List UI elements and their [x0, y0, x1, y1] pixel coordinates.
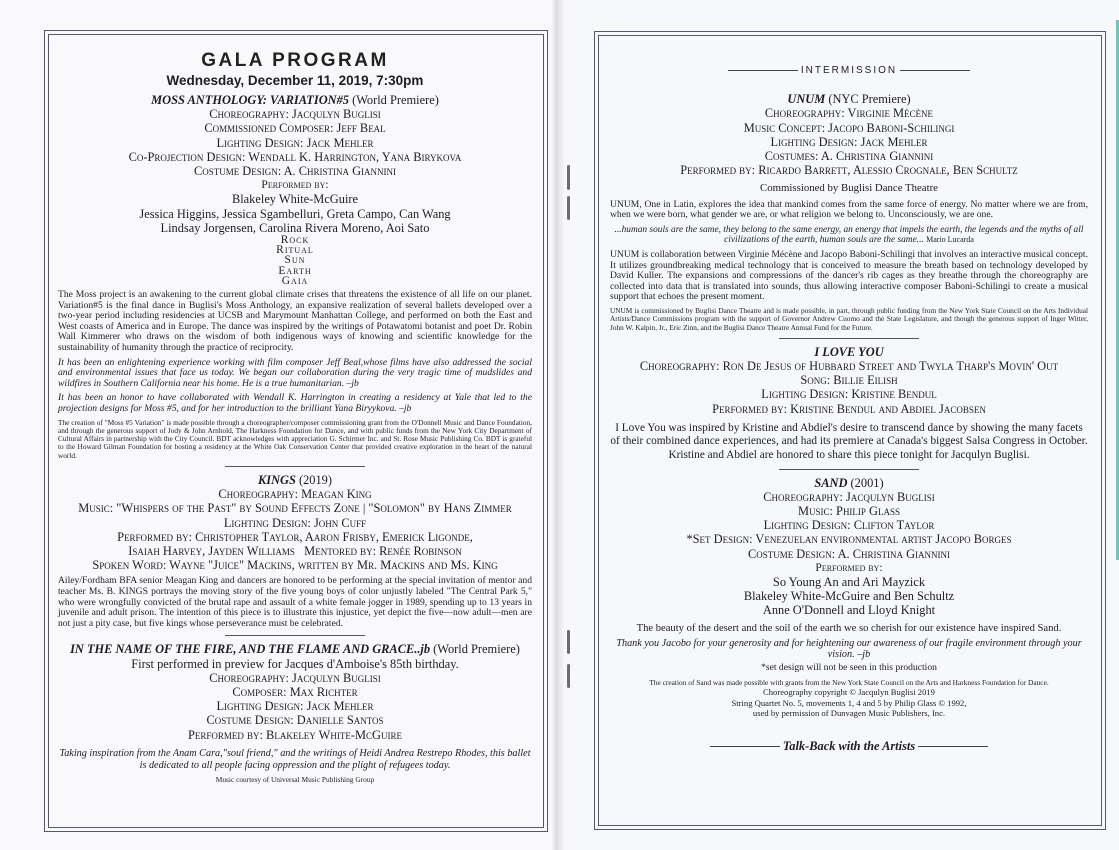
dash-rule: [710, 746, 780, 747]
sand-credit: *Set Design: Venezuelan environmental artist Jacopo Borges: [686, 532, 1012, 547]
sand-quote: Thank you Jacobo for your generosity and for heightening our awareness of our fragile environment through your vision. –jb: [616, 637, 1082, 661]
section-divider: [779, 338, 919, 339]
love-title: I LOVE YOU: [814, 344, 884, 359]
moss-quote: It has been an honor to have collaborated with Wendall K. Harrington in creating a residency at Yale that led to the projection designs for Moss #5, and for her introduction to the brilliant Yana Biryykova. –jb: [58, 392, 532, 414]
sand-performed-by: Performed by:: [815, 561, 883, 574]
dash-rule: [900, 70, 970, 71]
sand-credit: Choreography: Jacqulyn Buglisi: [763, 489, 935, 504]
moss-section: Rock: [280, 234, 310, 247]
talkback-banner: [610, 739, 1088, 753]
moss-performers: Jessica Higgins, Jessica Sgambelluri, Greta Campo, Can Wang: [139, 206, 451, 221]
kings-credit: Music: "Whispers of the Past" by Sound Effects Zone | "Solomon" by Hans Zimmer: [78, 501, 512, 516]
kings-credit: Isaiah Harvey, Jayden Williams Mentored by: Renée Robinson: [128, 544, 462, 559]
program-date: Wednesday, December 11, 2019, 7:30pm: [166, 73, 424, 88]
moss-performed-by: Performed by:: [261, 179, 329, 192]
unum-credit: Music Concept: Jacopo Baboni-Schilingi: [743, 120, 955, 135]
moss-section: Ritual: [276, 244, 314, 257]
sand-fine-print: The creation of Sand was made possible with grants from the New York State Council on the Arts and Harkness Foundation for Dance.: [649, 678, 1049, 688]
sand-music-license: String Quartet No. 5, movements 1, 4 and 5 by Philip Glass © 1992,: [731, 697, 967, 708]
unum-commission: Commissioned by Buglisi Dance Theatre: [760, 182, 938, 195]
section-divider: [225, 635, 365, 636]
fire-credit: Costume Design: Danielle Santos: [206, 713, 384, 728]
moss-section: Sun: [284, 254, 306, 267]
unum-credit: Lighting Design: Jack Mehler: [770, 134, 928, 149]
moss-credits-fine-print: The creation of "Moss #5 Variation" is made possible through a choreographer/composer commissioning grant from the O'Donnell Music and Dance Foundation, and through the generous support of Jody & John Arnhold, The Harkness Foundation for Dance, and with public funds from the New York City Department of Cultural Affairs in partnership with the City Council. BDT acknowledges with appreciation G. Schirmer Inc. and St. Rose Music Publishing Co. BDT is grateful to the Howard Gilman Foundation for hosting a residency at the White Oak Conservation Center that provided creative exploration in the heart of the natural world.: [58, 417, 532, 460]
kings-subtitle: (2019): [295, 473, 332, 488]
sand-credit: Music: Philip Glass: [797, 504, 900, 519]
fire-credit: Choreography: Jacqulyn Buglisi: [209, 670, 381, 685]
sand-credit: Lighting Design: Clifton Taylor: [763, 518, 935, 533]
unum-credit: Performed by: Ricardo Barrett, Alessio Crognale, Ben Schultz: [680, 163, 1018, 178]
moss-credit: Co-Projection Design: Wendall K. Harrington, Yana Birykova: [128, 149, 462, 164]
unum-quote-text: ...human souls are the same, they belong to the same energy, an energy that impels the earth, the legends and the myths of all civilizations of the earth, human souls are the same...: [614, 224, 1084, 246]
unum-title: UNUM: [787, 92, 826, 107]
love-credit: Choreography: Ron De Jesus of Hubbard Street and Twyla Tharp's Movin' Out: [639, 359, 1059, 374]
moss-credit: Choreography: Jacqulyn Buglisi: [209, 107, 381, 122]
intermission-label: INTERMISSION: [800, 65, 898, 76]
binding-staple: [567, 664, 570, 688]
section-divider: [225, 466, 365, 467]
kings-credit: Lighting Design: John Cuff: [223, 515, 367, 530]
love-description: I Love You was inspired by Kristine and Abdiel's desire to transcend dance by showing the many facets of their combined dance experiences, and had its premiere at Canada's biggest Salsa Congress in October. Kristine and Abdiel are honored to share this piece tonight for Jacqulyn Buglisi.: [610, 421, 1088, 462]
moss-section: Gaia: [281, 274, 309, 287]
kings-description: Ailey/Fordham BFA senior Meagan King and dancers are honored to be performing at the special invitation of mentor and teacher Ms. B. KINGS portrays the moving story of the five young boys of color unjustly labeled "The Central Park 5," who were wrongfully convicted of the brutal rape and assault of a white female jogger in 1989, spending up to 13 years in juvenile and adult prison. The intention of this piece is to illustrate this injustice, yet depict the five—now adult—men are not just a pity case, but five kings whose perseverance must be celebrated.: [58, 575, 532, 629]
fire-quote: Taking inspiration from the Anam Cara,"soul friend," and the writings of Heidi Andrea Restrepo Rhodes, this ballet is dedicated to all people facing oppression and the plight of refugees today.: [59, 747, 531, 771]
binding-staple: [567, 196, 570, 220]
moss-section: Earth: [278, 264, 312, 277]
book-gutter: [552, 0, 564, 850]
unum-credit: Costumes: A. Christina Giannini: [764, 149, 934, 164]
dash-rule: [918, 746, 988, 747]
sand-subtitle: (2001): [847, 475, 884, 490]
fire-note: First performed in preview for Jacques d'Amboise's 85th birthday.: [131, 656, 459, 671]
kings-credit: Performed by: Christopher Taylor, Aaron Frisby, Emerick Ligonde,: [117, 529, 473, 544]
kings-heading: [58, 473, 532, 487]
sand-title: SAND: [814, 475, 848, 490]
sand-performers: Anne O'Donnell and Lloyd Knight: [762, 603, 936, 618]
unum-credit: Choreography: Virginie Mécène: [764, 106, 934, 121]
moss-title: MOSS ANTHOLOGY: VARIATION#5: [151, 93, 349, 107]
fire-credit: Performed by: Blakeley White-McGuire: [188, 727, 402, 742]
kings-title: KINGS: [257, 473, 296, 488]
unum-subtitle: (NYC Premiere): [825, 92, 911, 107]
sand-performers: So Young An and Ari Mayzick: [772, 575, 926, 590]
moss-quote: It has been an enlightening experience working with film composer Jeff Beal,whose films have also addressed the social and environmental issues that face us today. We began our collaboration during the very tragic time of mudslides and wildfires in Southern California near his home. He is a true humanitarian. –jb: [58, 356, 532, 389]
intermission-banner: [610, 64, 1088, 78]
moss-performer: Blakeley White-McGuire: [231, 192, 359, 207]
sand-credit: Costume Design: A. Christina Giannini: [747, 546, 951, 561]
kings-credit: Spoken Word: Wayne "Juice" Mackins, written by Mr. Mackins and Ms. King: [92, 558, 498, 573]
sand-music-license: used by permission of Dunvagen Music Publishers, Inc.: [752, 708, 946, 719]
moss-credit: Lighting Design: Jack Mehler: [216, 135, 374, 150]
section-divider: [779, 469, 919, 470]
unum-quote-author: Mario Lucarda: [926, 235, 974, 245]
program-title: GALA PROGRAM: [201, 50, 389, 71]
dash-rule: [728, 70, 798, 71]
moss-credit: Costume Design: A. Christina Giannini: [193, 164, 397, 179]
love-credit: Song: Billie Eilish: [800, 373, 898, 388]
moss-subtitle: (World Premiere): [348, 93, 439, 107]
unum-quote: [610, 225, 1088, 246]
sand-performers: Blakeley White-McGuire and Ben Schultz: [743, 589, 955, 604]
sand-heading: [610, 476, 1088, 490]
binding-staple: [567, 165, 570, 190]
right-program-column: [610, 64, 1088, 753]
fire-title: IN THE NAME OF THE FIRE, AND THE FLAME AND GRACE..jb: [70, 642, 431, 657]
left-program-column: [58, 50, 532, 784]
kings-credit: Choreography: Meagan King: [218, 487, 372, 502]
talkback-label: Talk-Back with the Artists: [782, 738, 916, 753]
fire-subtitle: (World Premiere): [430, 642, 520, 657]
moss-description: The Moss project is an awakening to the current global climate crises that threatens the existence of all life on our planet. Variation#5 is the final dance in Buglisi's Moss Anthology, an expansive realization of several ballets developed over a two-year period including residencies at UCSB and Marymount Manhattan College, and performed on both the East and West coasts of America and in Europe. The dance was inspired by the writings of Potawatomi botanist and poet Dr. Robin Wall Kimmerer who draws on the wisdom of both indigenous ways of knowing and scientific knowledge for the sustainability of humanity through the practice of reciprocity.: [58, 289, 532, 354]
fire-credit: Lighting Design: Jack Mehler: [216, 699, 374, 714]
moss-performers: Lindsay Jorgensen, Carolina Rivera Moreno, Aoi Sato: [160, 220, 430, 235]
moss-heading: [58, 93, 532, 107]
fire-music-credit: Music courtesy of Universal Music Publishing Group: [215, 774, 375, 784]
sand-set-note: *set design will not be seen in this production: [761, 662, 937, 674]
binding-staple: [567, 630, 570, 654]
love-credit: Performed by: Kristine Bendul and Abdiel Jacobsen: [712, 401, 986, 416]
sand-copyright: Choreography copyright © Jacqulyn Buglisi 2019: [763, 687, 935, 698]
fire-heading: [58, 642, 532, 656]
moss-credit: Commissioned Composer: Jeff Beal: [204, 121, 386, 136]
unum-fine-print: UNUM is commissioned by Buglisi Dance Theatre and is made possible, in part, through public funding from the New York State Council on the Arts Individual Artists/Dance Commissions program with the support of Governor Andrew Cuomo and the State Legislature, and though the generous support of Inger Witter, John W. Kalpin, Jr., Eric Zinn, and the Buglisi Dance Theatre Annual Fund for the Future.: [610, 305, 1088, 332]
fire-credit: Composer: Max Richter: [232, 685, 358, 700]
unum-collaboration: UNUM is collaboration between Virginie Mécène and Jacopo Baboni-Schilingi that involves an interactive musical concept. It utilizes groundbreaking medical technology that is conceived to measure the breath based on technology developed by David Kuller. The expansions and compressions of the dancer's rib cages as they breathe through the choreography are collected into data that is translated into sounds, thus allowing interactive composer Baboni-Schilingi to create a musical support that echoes the present moment.: [610, 249, 1088, 303]
unum-heading: [610, 92, 1088, 106]
unum-description: UNUM, One in Latin, explores the idea that mankind comes from the same force of energy. No matter where we are from, when we were born, what gender we are, or what religion we belong to. Unconsciously, we are one.: [610, 198, 1088, 221]
sand-description: The beauty of the desert and the soil of the earth we so cherish for our existence have inspired Sand.: [636, 622, 1062, 634]
love-credit: Lighting Design: Kristine Bendul: [761, 387, 937, 402]
love-heading: [610, 345, 1088, 359]
